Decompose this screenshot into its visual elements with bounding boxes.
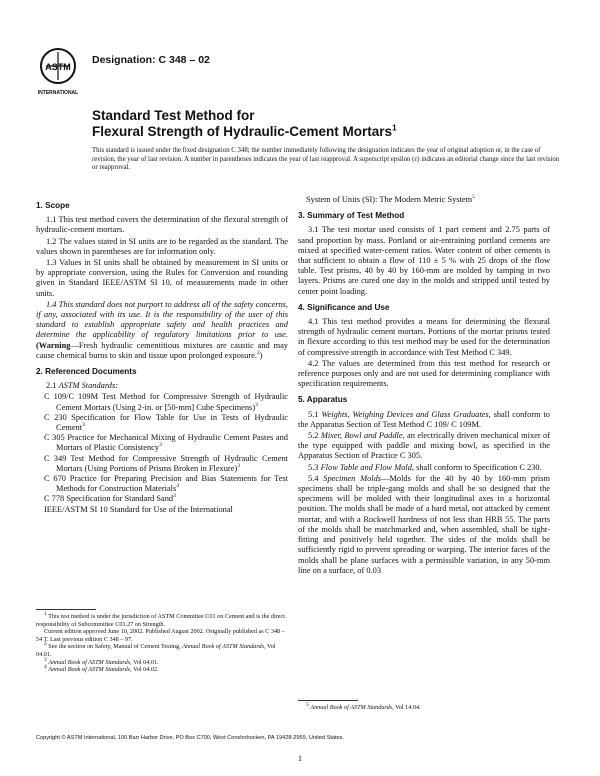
document-title (92, 108, 572, 140)
reference-item: IEEE/ASTM SI 10 Standard for Use of the International (44, 504, 233, 514)
footnote: $^4$ Annual Book of ASTM Standards, Vol 04.02. (44, 664, 159, 674)
right-column (298, 195, 550, 577)
footnotes-left (36, 610, 288, 674)
footnote: Current edition approved June 10, 2002. Published August 2002. Originally published as C 348 – 54 T. Last previous edition C 348 – 97. (36, 628, 285, 643)
footnote: $^2$ See the section on Safety, Manual of Cement Testing, Annual Book of ASTM Standards, Vol 04.01. (36, 641, 276, 658)
para-5-3: 5.3 Flow Table and Flow Mold, shall conform to Specification C 230. (308, 462, 542, 472)
section-heading-apparatus: 5. Apparatus (298, 395, 348, 405)
reference-item: C 670 Practice for Preparing Precision and Bias Statements for Test Methods for Construction Materials$^4$ (44, 474, 288, 494)
title-line-1: Standard Test Method for (92, 108, 255, 123)
reference-item: C 349 Test Method for Compressive Strength of Hydraulic Cement Mortars (Using Portions of Prisms Broken in Flexure)$^3$ (44, 453, 288, 473)
section-heading-significance: 4. Significance and Use (298, 302, 390, 312)
para-5-4: 5.4 Specimen Molds—Molds for the 40 by 40 by 160-mm prism specimens shall be triple-gang molds and shall be so designed that the specimens will be molded with their longitudinal axes in a horizontal position. The molds shall be made of a hard metal, not attacked by cement mortar, and with a Rockwell hardness of not less than HRB 55. The parts of the molds shall be matchmarked and, when assembled, shall be tight-fitting and positively held together. The sides of the molds shall be sufficiently rigid to prevent spreading or warping. The interior faces of the molds shall be plane surfaces with a permissible variation, in any 50-mm line on a surface, of 0.03 (298, 473, 550, 575)
para-1-4: 1.4 This standard does not purport to address all of the safety concerns, if any, associated with its use. It is the responsibility of the user of this standard to establish appropriate safety and health practices and determine the applicability of regulatory limitations prior to use. (Warning—Fresh hydraulic cementitious mixtures are caustic and may cause chemical burns to skin and tissue upon prolonged exposure.$^2$) (36, 299, 288, 360)
section-heading-referenced-documents: 2. Referenced Documents (36, 367, 137, 377)
designation: Designation: C 348 – 02 (92, 54, 210, 66)
footnote: $^1$ This test method is under the jurisdiction of ASTM Committee C01 on Cement and is the direct responsibility of Subcommittee C01.27 on Strength. (36, 610, 285, 628)
footnote: $^3$ Annual Book of ASTM Standards, Vol 04.01. (44, 656, 159, 666)
para-1-2: 1.2 The values stated in SI units are to be regarded as the standard. The values shown in parentheses are for information only. (36, 236, 288, 256)
para-1-1: 1.1 This test method covers the determination of the flexural strength of hydraulic-cement mortars. (36, 215, 288, 235)
reference-item: C 230 Specification for Flow Table for Use in Tests of Hydraulic Cement$^3$ (44, 412, 288, 433)
para-4-2: 4.2 The values are determined from this test method for research or reference purposes only and are not used for determining compliance with specification requirements. (298, 358, 550, 389)
title-line-2: Flexural Strength of Hydraulic-Cement Mortars$^1$ (92, 123, 397, 139)
copyright-notice: Copyright © ASTM International, 100 Barr Harbor Drive, PO Box C700, West Conshohocken, PA 19428-2959, United States. (36, 735, 344, 741)
para-3-1: 3.1 The test mortar used consists of 1 part cement and 2.75 parts of sand proportion by mass. Portland or air-entraining portland cements are mixed at specified water-cement ratios. Water content of other cements is that sufficient to obtain a flow of 110 ± 5 % with 25 drops of the flow table. Test prisms, 40 by 40 by 160-mm are molded by tamping in two layers. Prisms are cured one day in the molds and stripped until tested by center point loading. (298, 225, 550, 296)
para-2-1: 2.1 ASTM Standards: (46, 381, 119, 391)
para-5-1: 5.1 Weights, Weighing Devices and Glass Graduates, shall conform to the Apparatus Section of Test Method C 109/ C 109M. (298, 409, 550, 429)
para-5-2: 5.2 Mixer, Bowl and Paddle, an electrically driven mechanical mixer of the type equipped with paddle and mixing bowl, as specified in the Apparatus Section of Practice C 305. (298, 431, 550, 461)
intro-note: This standard is issued under the fixed designation C 348; the number immediately following the designation indicates the year of original adoption or, in the case of revision, the year of last revision. A number in parentheses indicates the year of last reapproval. A superscript epsilon (ε) indicates an editorial change since the last revision or reapproval. (92, 147, 560, 171)
reference-item: C 109/C 109M Test Method for Compressive Strength of Hydraulic Cement Mortars (Using 2-in. or [50-mm] Cube Specimens)$^3$ (44, 392, 288, 412)
section-heading-scope: 1. Scope (36, 201, 70, 210)
footnote-rule (298, 700, 358, 701)
reference-item-continued: System of Units (SI): The Modern Metric System$^5$ (306, 194, 475, 204)
footnotes-right (298, 701, 550, 712)
section-heading-summary: 3. Summary of Test Method (298, 211, 405, 221)
logo-letters: ASTM (45, 62, 71, 72)
logo-caption: INTERNATIONAL (38, 90, 78, 96)
para-4-1: 4.1 This test method provides a means for determining the flexural strength of hydraulic cement mortars. Portions of the mortar prisms tested in flexure according to this test method may be used for the determination of compressive strength in accordance with Test Method C 349. (298, 317, 550, 357)
left-column (36, 195, 288, 515)
reference-item: C 778 Specification for Standard Sand$^3$ (44, 493, 176, 504)
footnote: $^5$ Annual Book of ASTM Standards, Vol 14.04. (306, 701, 421, 711)
reference-item: C 305 Practice for Mechanical Mixing of Hydraulic Cement Pastes and Mortars of Plastic Consistency$^3$ (44, 433, 288, 453)
footnote-rule (36, 609, 96, 610)
para-1-3: 1.3 Values in SI units shall be obtained by measurement in SI units or by appropriate conversion, using the Rules for Conversion and rounding given in Standard IEEE/ASTM SI 10, of measurements made in other units. (36, 258, 288, 298)
page-number: 1 (297, 753, 303, 763)
astm-logo (38, 44, 78, 100)
